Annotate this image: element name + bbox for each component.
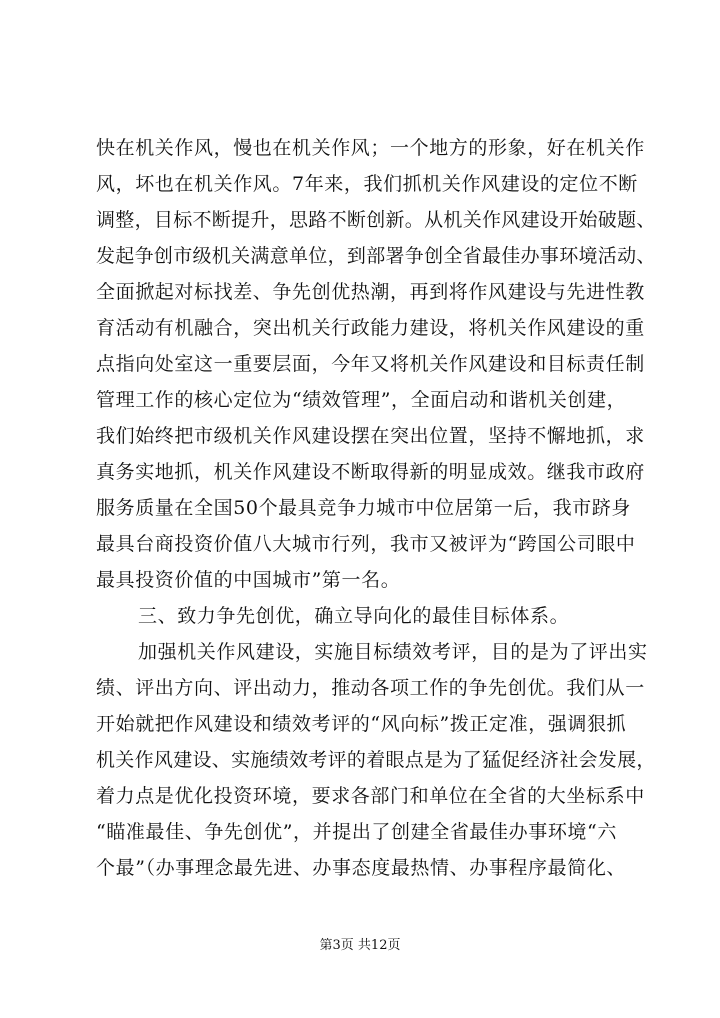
text-line: 个最”（办事理念最先进、办事态度最热情、办事程序最简化、 <box>96 857 627 879</box>
text-line: 管理工作的核心定位为“绩效管理”，全面启动和谐机关创建， <box>96 389 627 411</box>
body-text <box>96 130 656 886</box>
text-line: 发起争创市级机关满意单位，到部署争创全省最佳办事环境活动、 <box>96 245 656 267</box>
page-number-footer: 第3页 共12页 <box>319 938 401 953</box>
text-line: 育活动有机融合，突出机关行政能力建设，将机关作风建设的重 <box>96 317 645 339</box>
text-line: 风，坏也在机关作风。7年来，我们抓机关作风建设的定位不断 <box>96 173 638 195</box>
text-line: 绩、评出方向、评出动力，推动各项工作的争先创优。我们从一 <box>96 677 645 699</box>
text-line: 机关作风建设、实施绩效考评的着眼点是为了猛促经济社会发展， <box>96 749 656 771</box>
text-line: “瞄准最佳、争先创优”，并提出了创建全省最佳办事环境“六 <box>96 821 617 843</box>
section-heading: 三、致力争先创优，确立导向化的最佳目标体系。 <box>138 605 570 627</box>
text-line: 服务质量在全国50个最具竞争力城市中位居第一后，我市跻身 <box>96 497 631 519</box>
text-line: 最具台商投资价值八大城市行列，我市又被评为“跨国公司眼中 <box>96 533 636 555</box>
text-line: 我们始终把市级机关作风建设摆在突出位置，坚持不懈地抓，求 <box>96 425 645 447</box>
paragraph-first-line: 加强机关作风建设，实施目标绩效考评，目的是为了评出实 <box>138 641 648 663</box>
text-line: 真务实地抓，机关作风建设不断取得新的明显成效。继我市政府 <box>96 461 645 483</box>
text-line: 着力点是优化投资环境，要求各部门和单位在全省的大坐标系中 <box>96 785 645 807</box>
text-line: 开始就把作风建设和绩效考评的“风向标”拨正定准，强调狠抓 <box>96 713 627 735</box>
text-line: 快在机关作风，慢也在机关作风；一个地方的形象，好在机关作 <box>96 137 645 159</box>
text-line: 点指向处室这一重要层面，今年又将机关作风建设和目标责任制 <box>96 353 645 375</box>
text-line: 全面掀起对标找差、争先创优热潮，再到将作风建设与先进性教 <box>96 281 645 303</box>
text-line: 最具投资价值的中国城市”第一名。 <box>96 569 401 591</box>
text-line: 调整，目标不断提升，思路不断创新。从机关作风建设开始破题、 <box>96 209 656 231</box>
